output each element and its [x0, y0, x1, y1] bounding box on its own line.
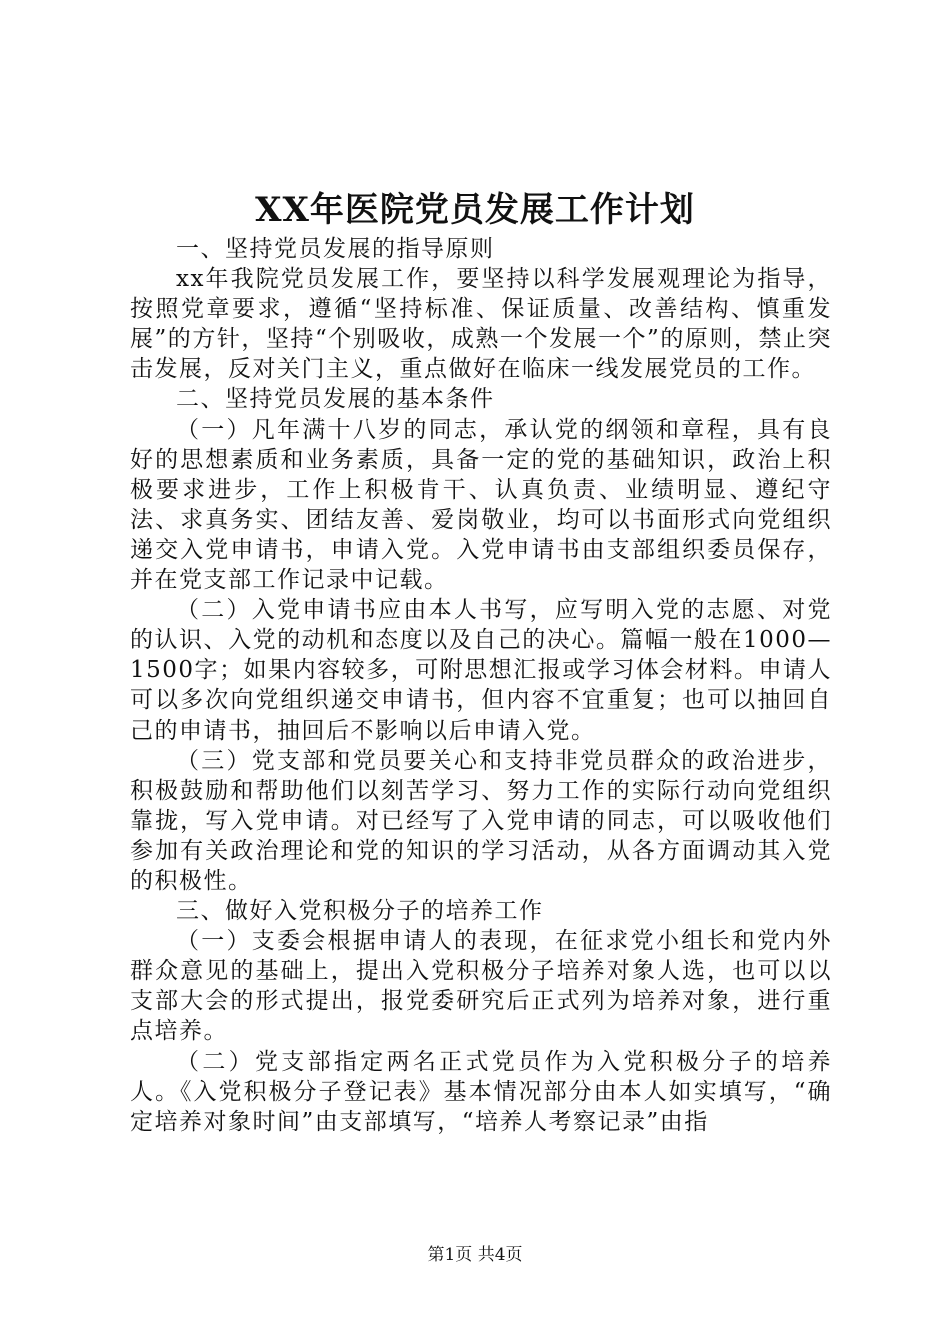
paragraph: （一）支委会根据申请人的表现，在征求党小组长和党内外群众意见的基础上，提出入党积极分子培养对象人选，也可以以支部大会的形式提出，报党委研究后正式列为培养对象，进行重点培养。 — [130, 928, 832, 1045]
section-heading-2: 二、坚持党员发展的基本条件 — [176, 386, 495, 413]
paragraph: （三）党支部和党员要关心和支持非党员群众的政治进步，积极鼓励和帮助他们以刻苦学习、努力工作的实际行动向党组织靠拢，写入党申请。对已经写了入党申请的同志，可以吸收他们参加有关政治理论和党的知识的学习活动，从各方面调动其入党的积极性。 — [130, 747, 832, 894]
section-heading-3: 三、做好入党积极分子的培养工作 — [176, 898, 544, 925]
paragraph: （一）凡年满十八岁的同志，承认党的纲领和章程，具有良好的思想素质和业务素质，具备一定的党的基础知识，政治上积极要求进步，工作上积极肯干、认真负责、业绩明显、遵纪守法、求真务实、团结友善、爱岗敬业，均可以书面形式向党组织递交入党申请书，申请入党。入党申请书由支部组织委员保存，并在党支部工作记录中记载。 — [130, 416, 832, 594]
paragraph: （二）入党申请书应由本人书写，应写明入党的志愿、对党的认识、入党的动机和态度以及自己的决心。篇幅一般在1000—1500字；如果内容较多，可附思想汇报或学习体会材料。申请人可以多次向党组织递交申请书，但内容不宜重复；也可以抽回自己的申请书，抽回后不影响以后申请入党。 — [130, 597, 832, 744]
paragraph: xx年我院党员发展工作，要坚持以科学发展观理论为指导，按照党章要求，遵循“坚持标准、保证质量、改善结构、慎重发展”的方针，坚持“个别吸收，成熟一个发展一个”的原则，禁止突击发展，反对关门主义，重点做好在临床一线发展党员的工作。 — [130, 266, 832, 383]
document-title: XX年医院党员发展工作计划 — [255, 190, 695, 230]
document-body — [130, 234, 832, 1137]
paragraph: （二）党支部指定两名正式党员作为入党积极分子的培养人。《入党积极分子登记表》基本情况部分由本人如实填写，“确定培养对象时间”由支部填写，“培养人考察记录”由指 — [130, 1048, 832, 1135]
page-footer: 第1页 共4页 — [427, 1245, 523, 1265]
section-heading-1: 一、坚持党员发展的指导原则 — [176, 236, 495, 262]
